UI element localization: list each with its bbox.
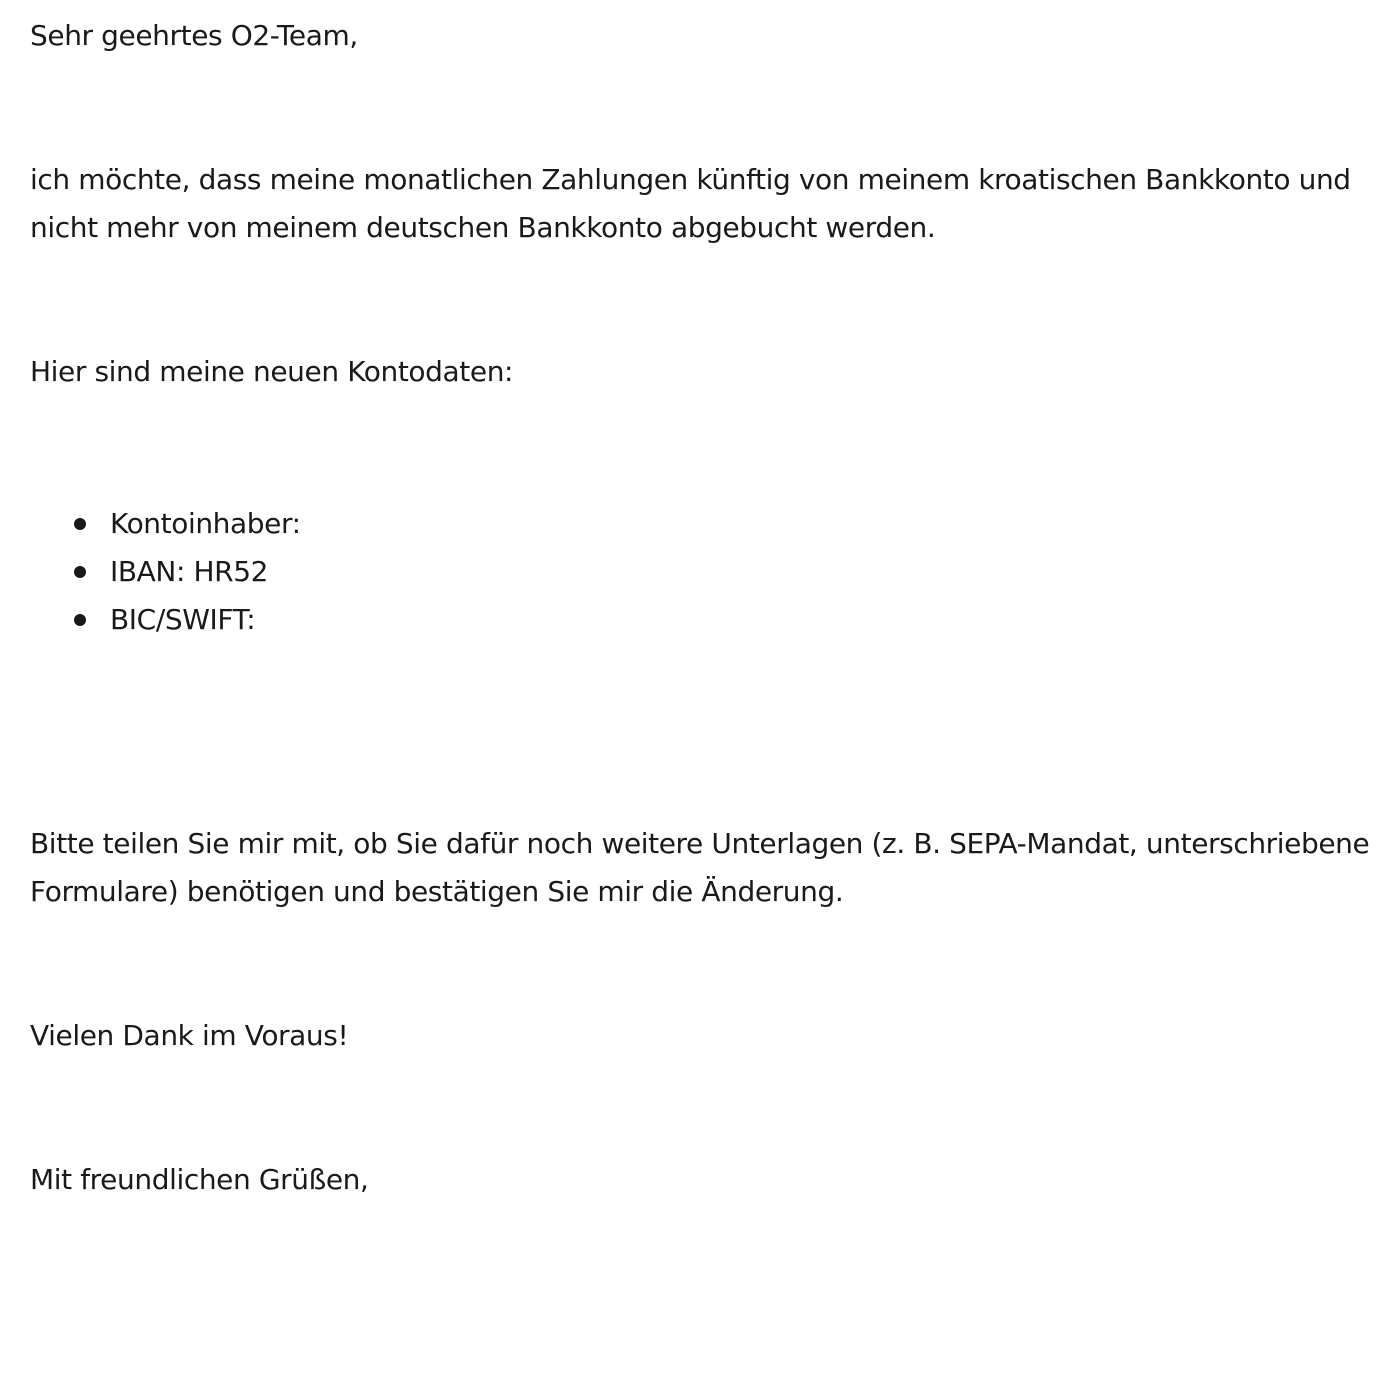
closing-line: Mit freundlichen Grüßen, [30,1163,369,1196]
detail-iban: IBAN: HR52 [30,548,301,596]
paragraph-account-change [30,156,1351,252]
thanks-line: Vielen Dank im Voraus! [30,1019,349,1052]
paragraph-line: Bitte teilen Sie mir mit, ob Sie dafür noch weitere Unterlagen (z. B. SEPA-Mandat, unterschriebene [30,827,1370,860]
paragraph-line: nicht mehr von meinem deutschen Bankkonto abgebucht werden. [30,211,936,244]
paragraph-line: Formulare) benötigen und bestätigen Sie mir die Änderung. [30,875,844,908]
account-details-list [30,500,301,644]
paragraph-line: ich möchte, dass meine monatlichen Zahlungen künftig von meinem kroatischen Bankkonto und [30,163,1351,196]
account-details-intro: Hier sind meine neuen Kontodaten: [30,355,514,388]
paragraph-request-confirmation [30,820,1369,916]
detail-bic-swift: BIC/SWIFT: [30,596,301,644]
detail-account-holder: Kontoinhaber: [30,500,301,548]
greeting: Sehr geehrtes O2-Team, [30,19,358,52]
